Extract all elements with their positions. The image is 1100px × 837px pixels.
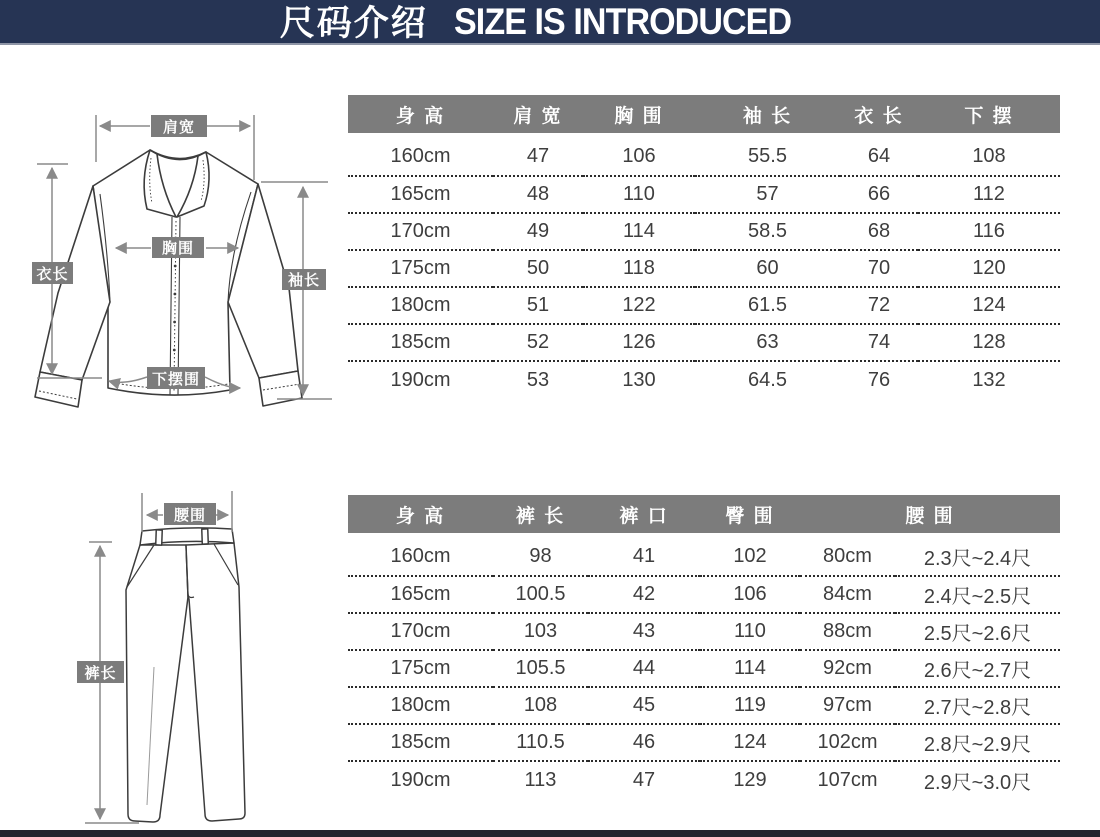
table-cell: 129 <box>733 768 767 791</box>
bottom-divider-bar <box>0 830 1100 837</box>
pants-length-label: 裤长 <box>84 665 117 682</box>
table-cell: 47 <box>632 768 656 791</box>
table-cell: 102cm <box>800 724 895 761</box>
chest-label: 胸围 <box>161 240 195 257</box>
table-cell: 58.5 <box>695 213 840 250</box>
table-cell: 185cm <box>348 724 493 761</box>
table-cell: 180cm <box>348 687 493 724</box>
table-cell: 175cm <box>348 250 493 287</box>
pants-measurement-diagram <box>55 487 335 837</box>
table-cell: 170cm <box>348 213 493 250</box>
table-cell: 61.5 <box>695 287 840 324</box>
table-cell: 70 <box>840 250 918 287</box>
table-cell: 74 <box>840 324 918 361</box>
table-cell: 2.4尺~2.5尺 <box>895 576 1060 613</box>
table-cell: 49 <box>493 213 583 250</box>
shirt-table-body <box>348 133 1060 398</box>
table-cell: 55.5 <box>695 133 840 176</box>
table-cell: 2.5尺~2.6尺 <box>895 613 1060 650</box>
table-cell: 165cm <box>348 576 493 613</box>
table-cell: 105.5 <box>493 650 588 687</box>
table-cell: 64 <box>840 133 918 176</box>
column-header-hip: 臀 围 <box>700 495 800 533</box>
table-cell: 45 <box>588 687 700 724</box>
table-cell: 84cm <box>800 576 895 613</box>
table-cell: 180cm <box>348 287 493 324</box>
table-cell: 106 <box>583 133 695 176</box>
table-cell: 103 <box>493 613 588 650</box>
table-row <box>348 650 1060 687</box>
table-cell: 175cm <box>348 650 493 687</box>
column-header-hem: 下 摆 <box>918 95 1060 133</box>
table-row <box>348 287 1060 324</box>
waist-label: 腰围 <box>173 507 207 524</box>
table-cell: 68 <box>840 213 918 250</box>
table-row <box>348 213 1060 250</box>
table-cell: 124 <box>700 724 800 761</box>
table-cell: 114 <box>700 650 800 687</box>
table-cell: 114 <box>583 213 695 250</box>
table-cell: 2.9尺~3.0尺 <box>923 771 1032 794</box>
table-cell: 107cm <box>817 768 878 791</box>
column-header-height: 身 高 <box>348 95 493 133</box>
table-cell: 43 <box>588 613 700 650</box>
column-header-sleeve: 袖 长 <box>695 95 840 133</box>
table-cell: 76 <box>867 368 891 391</box>
shirt-measurement-diagram <box>10 88 340 428</box>
table-cell: 44 <box>588 650 700 687</box>
table-cell: 92cm <box>800 650 895 687</box>
table-cell: 53 <box>526 368 550 391</box>
table-cell: 64.5 <box>748 368 787 391</box>
table-cell: 50 <box>493 250 583 287</box>
table-row <box>348 361 1060 398</box>
table-row <box>348 176 1060 213</box>
table-cell: 41 <box>588 533 700 576</box>
table-cell: 88cm <box>800 613 895 650</box>
column-header-shoulder: 肩 宽 <box>493 95 583 133</box>
table-cell: 2.8尺~2.9尺 <box>895 724 1060 761</box>
table-cell: 52 <box>493 324 583 361</box>
table-cell: 126 <box>583 324 695 361</box>
table-cell: 108 <box>918 133 1060 176</box>
table-cell: 97cm <box>800 687 895 724</box>
table-cell: 119 <box>700 687 800 724</box>
hem-label: 下摆围 <box>151 371 201 388</box>
table-cell: 106 <box>700 576 800 613</box>
table-cell: 120 <box>918 250 1060 287</box>
table-cell: 60 <box>695 250 840 287</box>
table-cell: 130 <box>622 368 656 391</box>
table-cell: 72 <box>840 287 918 324</box>
table-cell: 80cm <box>800 533 895 576</box>
pants-table-header <box>348 495 1060 533</box>
page-title-english: SIZE IS INTRODUCED <box>453 0 791 42</box>
table-cell: 122 <box>583 287 695 324</box>
table-cell: 46 <box>588 724 700 761</box>
title-bar <box>0 0 1100 45</box>
sleeve-length-label: 袖长 <box>287 272 321 289</box>
column-header-length: 衣 长 <box>840 95 918 133</box>
table-cell: 48 <box>493 176 583 213</box>
table-cell: 160cm <box>348 133 493 176</box>
table-cell: 165cm <box>348 176 493 213</box>
table-row <box>348 687 1060 724</box>
column-header-height: 身 高 <box>348 495 493 533</box>
page-title-chinese: 尺码介绍 <box>279 3 428 43</box>
column-header-waist: 腰 围 <box>800 495 1060 533</box>
table-cell: 66 <box>840 176 918 213</box>
table-row <box>348 613 1060 650</box>
table-cell: 110 <box>583 176 695 213</box>
table-cell: 100.5 <box>493 576 588 613</box>
table-cell: 102 <box>700 533 800 576</box>
table-cell: 170cm <box>348 613 493 650</box>
table-cell: 2.3尺~2.4尺 <box>895 533 1060 576</box>
pants-size-table <box>348 495 1060 798</box>
table-row <box>348 576 1060 613</box>
table-cell: 128 <box>918 324 1060 361</box>
table-cell: 112 <box>918 176 1060 213</box>
table-cell: 63 <box>695 324 840 361</box>
pants-drawing <box>126 528 245 822</box>
table-cell: 160cm <box>348 533 493 576</box>
shirt-table-header <box>348 95 1060 133</box>
table-row <box>348 761 1060 798</box>
table-cell: 42 <box>588 576 700 613</box>
table-cell: 190cm <box>390 768 451 791</box>
table-cell: 118 <box>583 250 695 287</box>
shoulder-width-label: 肩宽 <box>162 119 196 136</box>
table-row <box>348 533 1060 576</box>
table-cell: 190cm <box>390 368 451 391</box>
table-cell: 113 <box>524 768 557 791</box>
table-cell: 98 <box>493 533 588 576</box>
table-cell: 108 <box>493 687 588 724</box>
table-cell: 2.7尺~2.8尺 <box>895 687 1060 724</box>
table-row <box>348 133 1060 176</box>
table-cell: 116 <box>918 213 1060 250</box>
table-cell: 110.5 <box>493 724 588 761</box>
column-header-chest: 胸 围 <box>583 95 695 133</box>
table-cell: 57 <box>695 176 840 213</box>
table-cell: 124 <box>918 287 1060 324</box>
table-cell: 51 <box>493 287 583 324</box>
shirt-size-table <box>348 95 1060 398</box>
table-cell: 2.6尺~2.7尺 <box>895 650 1060 687</box>
table-cell: 47 <box>493 133 583 176</box>
table-cell: 185cm <box>348 324 493 361</box>
column-header-pants-length: 裤 长 <box>493 495 588 533</box>
table-cell: 110 <box>700 613 800 650</box>
garment-length-label: 衣长 <box>36 266 69 283</box>
table-cell: 132 <box>972 368 1006 391</box>
table-row <box>348 324 1060 361</box>
table-row <box>348 250 1060 287</box>
table-row <box>348 724 1060 761</box>
column-header-leg-opening: 裤 口 <box>588 495 700 533</box>
pants-table-body <box>348 533 1060 798</box>
